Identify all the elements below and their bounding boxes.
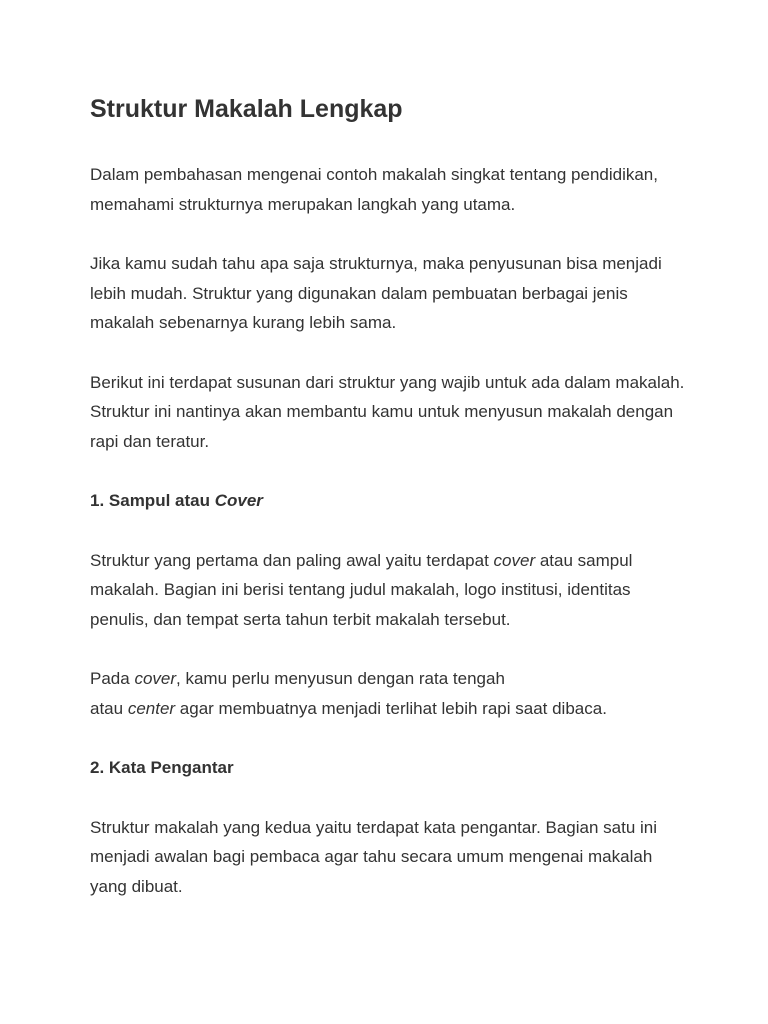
cover-paragraph-1 bbox=[90, 546, 690, 635]
cover-p2-em-1: cover bbox=[134, 669, 177, 688]
cover-p1-text-b: atau sampul makalah. Bagian ini berisi tentang judul makalah, logo institusi, identitas penulis, dan tempat serta tahun terbit makalah tersebut. bbox=[90, 550, 633, 629]
intro-paragraph-2: Jika kamu sudah tahu apa saja strukturnya, maka penyusunan bisa menjadi lebih mudah. Struktur yang digunakan dalam pembuatan berbagai jenis makalah sebenarnya kurang lebih sama. bbox=[90, 254, 662, 332]
page-title: Struktur Makalah Lengkap bbox=[90, 95, 403, 123]
section-heading-kata-pengantar: 2. Kata Pengantar bbox=[90, 758, 234, 777]
section-heading-cover-em: Cover bbox=[214, 491, 263, 510]
cover-p2-text-a: Pada bbox=[90, 669, 135, 688]
cover-paragraph-2 bbox=[90, 664, 690, 723]
section-heading-cover bbox=[90, 486, 690, 516]
document-page bbox=[90, 90, 690, 901]
section-heading-cover-text: 1. Sampul atau bbox=[90, 491, 215, 510]
cover-p2-text-d: agar membuatnya menjadi terlihat lebih rapi saat dibaca. bbox=[175, 698, 607, 718]
kata-pengantar-paragraph-1: Struktur makalah yang kedua yaitu terdapat kata pengantar. Bagian satu ini menjadi awalan bagi pembaca agar tahu secara umum mengenai makalah yang dibuat. bbox=[90, 817, 658, 896]
cover-p2-text-c: atau bbox=[90, 698, 128, 718]
cover-p1-em: cover bbox=[493, 550, 536, 570]
cover-p2-text-b: , kamu perlu menyusun dengan rata tengah bbox=[176, 669, 505, 688]
cover-p2-em-2: center bbox=[127, 698, 176, 718]
cover-p1-text-a: Struktur yang pertama dan paling awal yaitu terdapat bbox=[90, 550, 494, 570]
intro-paragraph-1: Dalam pembahasan mengenai contoh makalah singkat tentang pendidikan, memahami strukturnya merupakan langkah yang utama. bbox=[90, 165, 658, 214]
intro-paragraph-3: Berikut ini terdapat susunan dari struktur yang wajib untuk ada dalam makalah. Struktur ini nantinya akan membantu kamu untuk menyusun makalah dengan rapi dan teratur. bbox=[90, 372, 685, 451]
